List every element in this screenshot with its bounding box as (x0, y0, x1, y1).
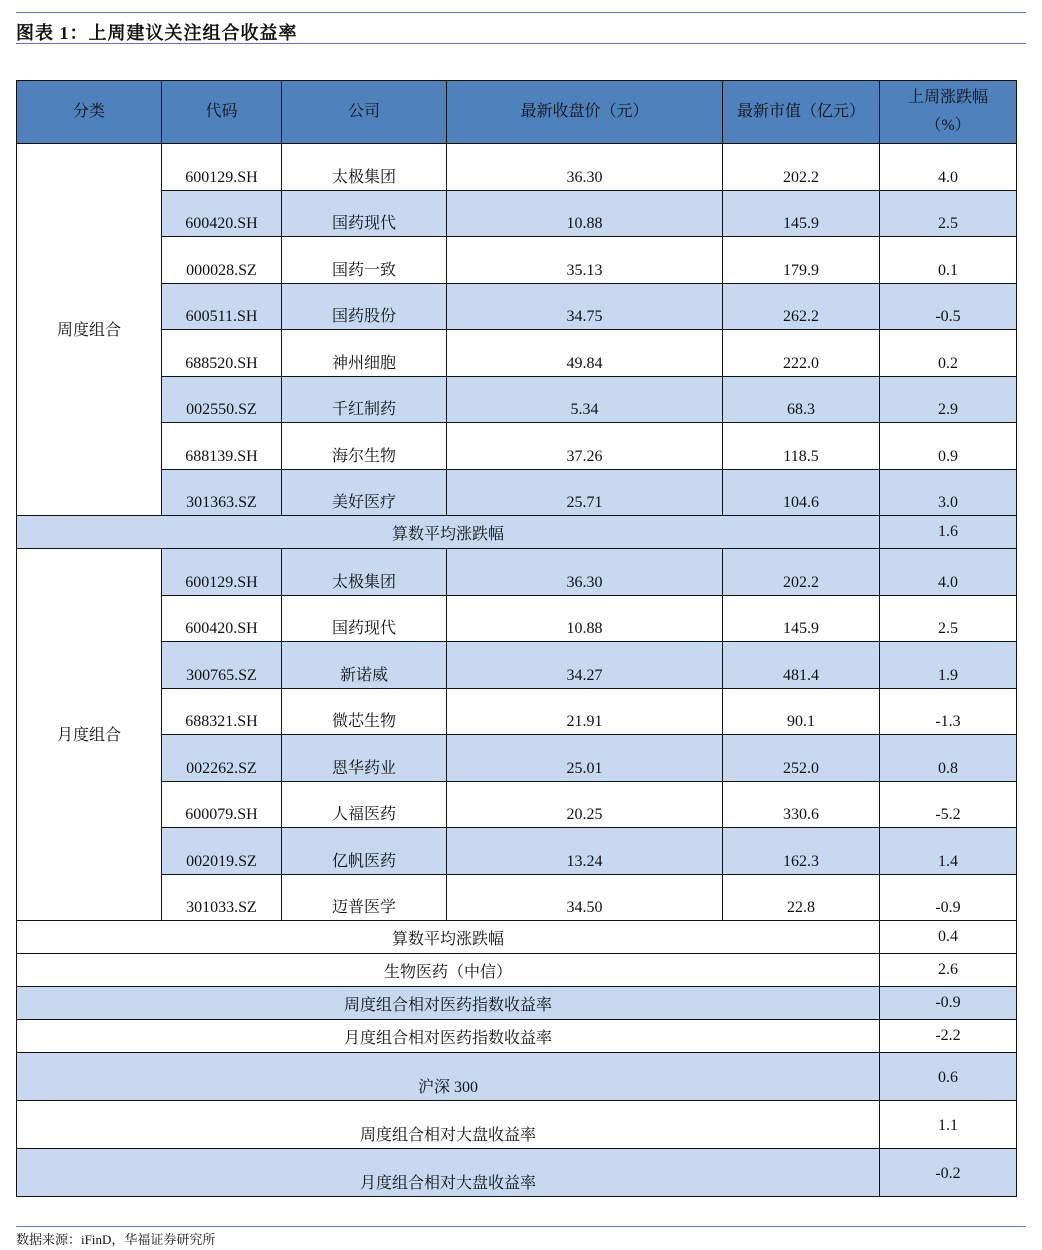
summary-label: 周度组合相对大盘收益率 (17, 1101, 880, 1149)
close-price: 36.30 (447, 144, 723, 191)
company-name: 微芯生物 (282, 688, 447, 735)
market-cap: 202.2 (723, 144, 880, 191)
weekly-change: 2.5 (880, 595, 1017, 642)
market-cap: 104.6 (723, 469, 880, 516)
average-value: 1.6 (880, 516, 1017, 549)
stock-code: 600511.SH (162, 283, 282, 330)
company-name: 千红制药 (282, 376, 447, 423)
stock-code: 688321.SH (162, 688, 282, 735)
average-label: 算数平均涨跌幅 (17, 921, 880, 954)
stock-code: 688139.SH (162, 423, 282, 470)
bottom-rule (16, 1226, 1026, 1227)
close-price: 21.91 (447, 688, 723, 735)
close-price: 34.75 (447, 283, 723, 330)
close-price: 35.13 (447, 237, 723, 284)
company-name: 新诺威 (282, 642, 447, 689)
market-cap: 90.1 (723, 688, 880, 735)
table-row (17, 735, 1017, 782)
top-rule (16, 12, 1026, 13)
market-cap: 145.9 (723, 595, 880, 642)
close-price: 37.26 (447, 423, 723, 470)
header-price: 最新收盘价（元） (447, 81, 723, 144)
market-cap: 179.9 (723, 237, 880, 284)
stock-code: 000028.SZ (162, 237, 282, 284)
stock-code: 300765.SZ (162, 642, 282, 689)
average-value: 0.4 (880, 921, 1017, 954)
close-price: 13.24 (447, 828, 723, 875)
summary-value: -2.2 (880, 1020, 1017, 1053)
company-name: 海尔生物 (282, 423, 447, 470)
weekly-change: 0.8 (880, 735, 1017, 782)
stock-code: 301363.SZ (162, 469, 282, 516)
close-price: 25.01 (447, 735, 723, 782)
company-name: 迈普医学 (282, 874, 447, 921)
close-price: 25.71 (447, 469, 723, 516)
table-row (17, 781, 1017, 828)
summary-row (17, 1101, 1017, 1149)
company-name: 神州细胞 (282, 330, 447, 377)
table-row (17, 828, 1017, 875)
summary-label: 月度组合相对医药指数收益率 (17, 1020, 880, 1053)
stock-code: 002262.SZ (162, 735, 282, 782)
stock-code: 002019.SZ (162, 828, 282, 875)
close-price: 36.30 (447, 549, 723, 596)
weekly-change: 4.0 (880, 144, 1017, 191)
weekly-change: 2.9 (880, 376, 1017, 423)
company-name: 恩华药业 (282, 735, 447, 782)
summary-row (17, 1149, 1017, 1197)
table-row (17, 330, 1017, 377)
company-name: 太极集团 (282, 144, 447, 191)
table-row (17, 423, 1017, 470)
market-cap: 481.4 (723, 642, 880, 689)
summary-value: 0.6 (880, 1053, 1017, 1101)
summary-label: 周度组合相对医药指数收益率 (17, 987, 880, 1020)
average-label: 算数平均涨跌幅 (17, 516, 880, 549)
weekly-change: -0.9 (880, 874, 1017, 921)
close-price: 34.50 (447, 874, 723, 921)
weekly-change: -0.5 (880, 283, 1017, 330)
header-category: 分类 (17, 81, 162, 144)
summary-row (17, 954, 1017, 987)
table-row (17, 144, 1017, 191)
table-row (17, 642, 1017, 689)
portfolio-return-table (16, 80, 1017, 1197)
summary-value: 2.6 (880, 954, 1017, 987)
summary-row (17, 1053, 1017, 1101)
summary-row (17, 987, 1017, 1020)
title-rule (16, 43, 1026, 44)
data-source-note: 数据来源：iFinD，华福证券研究所 (16, 1232, 216, 1247)
weekly-change: -5.2 (880, 781, 1017, 828)
weekly-change: 0.1 (880, 237, 1017, 284)
table-row (17, 549, 1017, 596)
summary-value: -0.2 (880, 1149, 1017, 1197)
weekly-change: 0.9 (880, 423, 1017, 470)
stock-code: 002550.SZ (162, 376, 282, 423)
header-market-cap: 最新市值（亿元） (723, 81, 880, 144)
company-name: 太极集团 (282, 549, 447, 596)
table-row (17, 595, 1017, 642)
market-cap: 145.9 (723, 190, 880, 237)
weekly-change: 4.0 (880, 549, 1017, 596)
company-name: 亿帆医药 (282, 828, 447, 875)
table-row (17, 237, 1017, 284)
market-cap: 68.3 (723, 376, 880, 423)
close-price: 5.34 (447, 376, 723, 423)
table-row (17, 283, 1017, 330)
close-price: 34.27 (447, 642, 723, 689)
weekly-change: -1.3 (880, 688, 1017, 735)
stock-code: 688520.SH (162, 330, 282, 377)
market-cap: 330.6 (723, 781, 880, 828)
market-cap: 162.3 (723, 828, 880, 875)
summary-row (17, 1020, 1017, 1053)
summary-value: -0.9 (880, 987, 1017, 1020)
market-cap: 22.8 (723, 874, 880, 921)
header-weekly-change (880, 81, 1017, 144)
summary-label: 沪深 300 (17, 1053, 880, 1101)
company-name: 人福医药 (282, 781, 447, 828)
summary-label: 月度组合相对大盘收益率 (17, 1149, 880, 1197)
company-name: 美好医疗 (282, 469, 447, 516)
table-body (17, 144, 1017, 1197)
table-row (17, 469, 1017, 516)
close-price: 20.25 (447, 781, 723, 828)
stock-code: 600420.SH (162, 190, 282, 237)
weekly-change: 2.5 (880, 190, 1017, 237)
stock-code: 600420.SH (162, 595, 282, 642)
stock-code: 301033.SZ (162, 874, 282, 921)
market-cap: 252.0 (723, 735, 880, 782)
figure-title: 图表 1：上周建议关注组合收益率 (16, 23, 298, 43)
weekly-change: 1.9 (880, 642, 1017, 689)
company-name: 国药现代 (282, 190, 447, 237)
weekly-category-cell: 周度组合 (17, 144, 162, 516)
weekly-change: 1.4 (880, 828, 1017, 875)
close-price: 49.84 (447, 330, 723, 377)
stock-code: 600129.SH (162, 549, 282, 596)
header-weekly-change-line1: 上周涨跌幅 (907, 89, 988, 106)
header-weekly-change-line2: （%） (925, 117, 971, 134)
monthly-category-cell: 月度组合 (17, 549, 162, 921)
summary-label: 生物医药（中信） (17, 954, 880, 987)
company-name: 国药现代 (282, 595, 447, 642)
weekly-change: 0.2 (880, 330, 1017, 377)
company-name: 国药股份 (282, 283, 447, 330)
market-cap: 222.0 (723, 330, 880, 377)
market-cap: 262.2 (723, 283, 880, 330)
table-header-row (17, 81, 1017, 144)
close-price: 10.88 (447, 595, 723, 642)
header-company: 公司 (282, 81, 447, 144)
weekly-change: 3.0 (880, 469, 1017, 516)
table-row (17, 190, 1017, 237)
close-price: 10.88 (447, 190, 723, 237)
table-row (17, 376, 1017, 423)
weekly-average-row (17, 516, 1017, 549)
company-name: 国药一致 (282, 237, 447, 284)
header-code: 代码 (162, 81, 282, 144)
stock-code: 600079.SH (162, 781, 282, 828)
table-row (17, 688, 1017, 735)
table-row (17, 874, 1017, 921)
market-cap: 202.2 (723, 549, 880, 596)
stock-code: 600129.SH (162, 144, 282, 191)
summary-value: 1.1 (880, 1101, 1017, 1149)
market-cap: 118.5 (723, 423, 880, 470)
monthly-average-row (17, 921, 1017, 954)
